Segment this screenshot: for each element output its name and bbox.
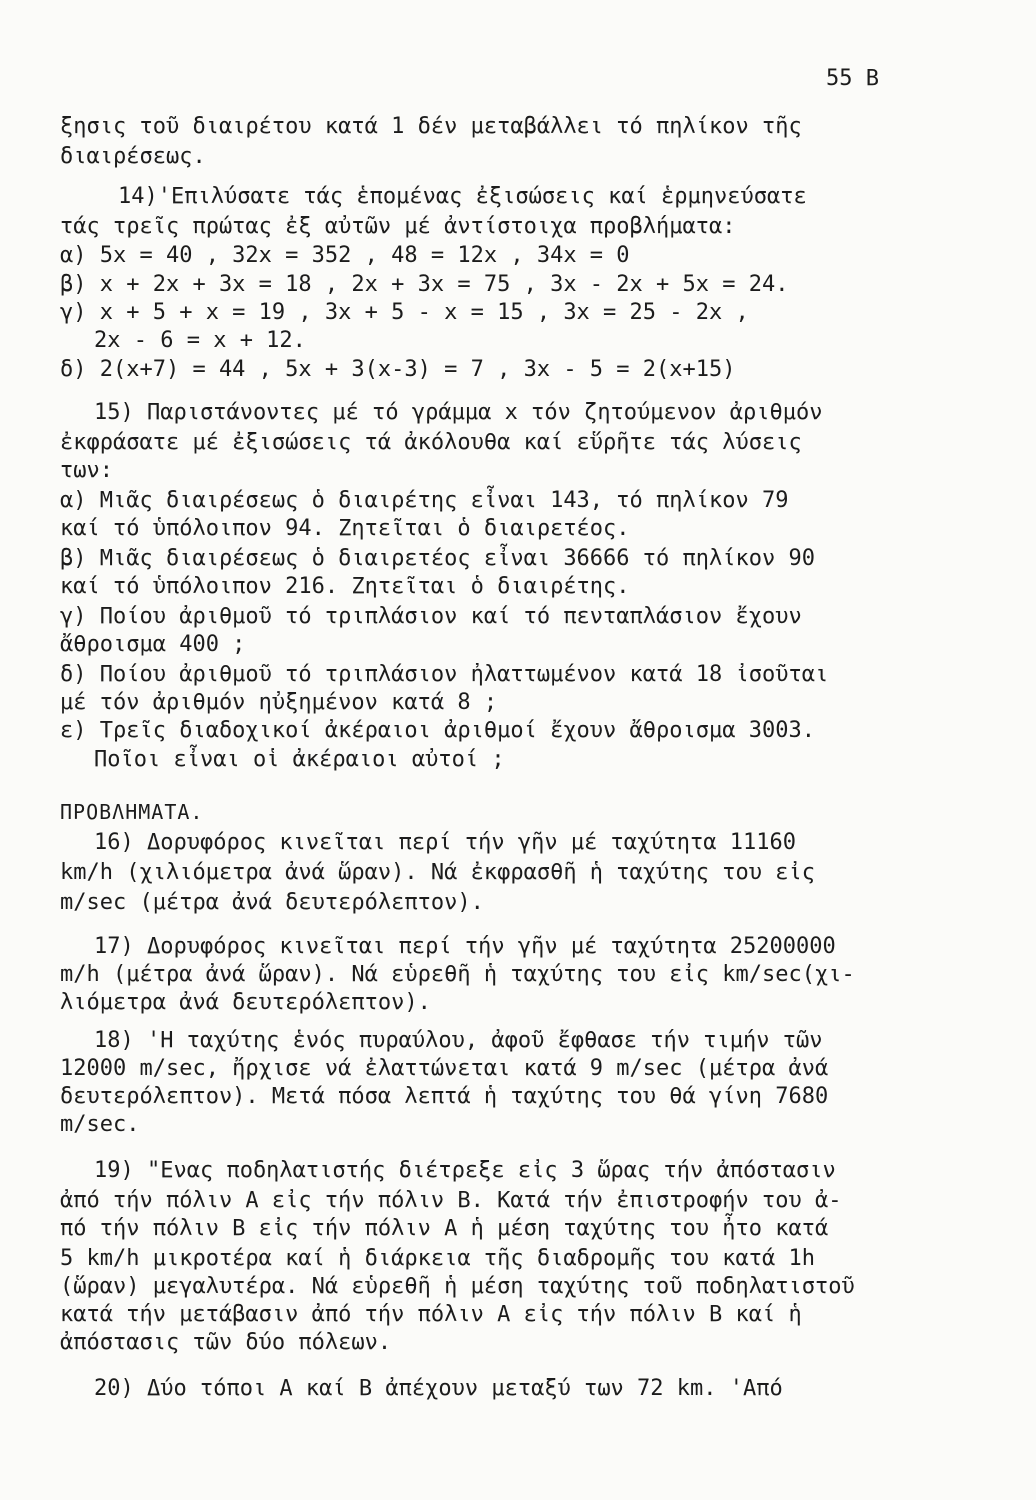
- problem-16-line: 16) Δορυφόρος κινεῖται περί τήν γῆν μέ ταχύτητα 11160: [94, 830, 796, 855]
- text-line: καί τό ὑπόλοιπον 216. Ζητεῖται ὁ διαιρέτης.: [60, 574, 630, 599]
- text-line: διαιρέσεως.: [60, 144, 206, 169]
- equation-line: 2x - 6 = x + 12.: [94, 328, 306, 353]
- text-line: καί τό ὑπόλοιπον 94. Ζητεῖται ὁ διαιρετέος.: [60, 516, 630, 541]
- problem-18-line: 18) 'Η ταχύτης ἑνός πυραύλου, ἀφοῦ ἔφθασε τήν τιμήν τῶν: [94, 1028, 823, 1053]
- section-heading: ΠΡΟΒΛΗΜΑΤΑ.: [60, 800, 204, 824]
- text-line: ἀπό τήν πόλιν Α εἰς τήν πόλιν Β. Κατά τήν ἐπιστροφήν του ἀ-: [60, 1188, 842, 1213]
- text-line: Ποῖοι εἶναι οἱ ἀκέραιοι αὐτοί ;: [94, 747, 505, 772]
- text-line: πό τήν πόλιν Β εἰς τήν πόλιν Α ἡ μέση ταχύτης του ἦτο κατά: [60, 1216, 829, 1241]
- problem-20-line: 20) Δύο τόποι Α καί Β ἀπέχουν μεταξύ των 72 km. 'Από: [94, 1376, 783, 1401]
- text-line: α) Μιᾶς διαιρέσεως ὁ διαιρέτης εἶναι 143, τό πηλίκον 79: [60, 488, 789, 513]
- equation-line: γ) x + 5 + x = 19 , 3x + 5 - x = 15 , 3x = 25 - 2x ,: [60, 300, 749, 325]
- text-line: (ὥραν) μεγαλυτέρα. Νά εὑρεθῆ ἡ μέση ταχύτης τοῦ ποδηλατιστοῦ: [60, 1274, 855, 1299]
- text-line: λιόμετρα ἀνά δευτερόλεπτον).: [60, 990, 431, 1015]
- exercise-14-line: 14)'Επιλύσατε τάς ἑπομένας ἐξισώσεις καί ἑρμηνεύσατε: [118, 184, 807, 209]
- exercise-15-line: 15) Παριστάνοντες μέ τό γράμμα x τόν ζητούμενον ἀριθμόν: [94, 400, 823, 425]
- text-line: 5 km/h μικροτέρα καί ἡ διάρκεια τῆς διαδρομῆς του κατά 1h: [60, 1246, 815, 1271]
- text-line: ἀπόστασις τῶν δύο πόλεων.: [60, 1330, 392, 1355]
- text-line: γ) Ποίου ἀριθμοῦ τό τριπλάσιον καί τό πενταπλάσιον ἔχουν: [60, 604, 802, 629]
- text-line: ξησις τοῦ διαιρέτου κατά 1 δέν μεταβάλλει τό πηλίκον τῆς: [60, 114, 802, 139]
- problem-19-line: 19) "Ενας ποδηλατιστής διέτρεξε εἰς 3 ὥρας τήν ἀπόστασιν: [94, 1158, 836, 1183]
- page-number: 55 Β: [826, 66, 879, 91]
- text-line: μέ τόν ἀριθμόν ηὐξημένον κατά 8 ;: [60, 690, 498, 715]
- text-line: m/h (μέτρα ἀνά ὥραν). Νά εὑρεθῆ ἡ ταχύτης του εἰς km/sec(χι-: [60, 962, 855, 987]
- equation-line: α) 5x = 40 , 32x = 352 , 48 = 12x , 34x = 0: [60, 243, 630, 268]
- text-line: ε) Τρεῖς διαδοχικοί ἀκέραιοι ἀριθμοί ἔχουν ἄθροισμα 3003.: [60, 718, 815, 743]
- text-line: των:: [60, 458, 113, 483]
- text-line: δευτερόλεπτον). Μετά πόσα λεπτά ἡ ταχύτης του θά γίνη 7680: [60, 1084, 829, 1109]
- text-line: κατά τήν μετάβασιν ἀπό τήν πόλιν Α εἰς τήν πόλιν Β καί ἡ: [60, 1302, 802, 1327]
- text-line: m/sec (μέτρα ἀνά δευτερόλεπτον).: [60, 890, 484, 915]
- text-line: ἄθροισμα 400 ;: [60, 632, 246, 657]
- text-line: km/h (χιλιόμετρα ἀνά ὥραν). Νά ἐκφρασθῆ ἡ ταχύτης του εἰς: [60, 860, 815, 885]
- text-line: δ) Ποίου ἀριθμοῦ τό τριπλάσιον ἠλαττωμένον κατά 18 ἰσοῦται: [60, 662, 829, 687]
- text-line: m/sec.: [60, 1112, 140, 1137]
- text-line: ἐκφράσατε μέ ἐξισώσεις τά ἀκόλουθα καί εὕρῆτε τάς λύσεις: [60, 430, 802, 455]
- text-line: 12000 m/sec, ἤρχισε νά ἐλαττώνεται κατά 9 m/sec (μέτρα ἀνά: [60, 1056, 829, 1081]
- problem-17-line: 17) Δορυφόρος κινεῖται περί τήν γῆν μέ ταχύτητα 25200000: [94, 934, 836, 959]
- equation-line: β) x + 2x + 3x = 18 , 2x + 3x = 75 , 3x - 2x + 5x = 24.: [60, 272, 789, 297]
- text-line: β) Μιᾶς διαιρέσεως ὁ διαιρετέος εἶναι 36666 τό πηλίκον 90: [60, 546, 815, 571]
- text-line: τάς τρεῖς πρώτας ἐξ αὐτῶν μέ ἀντίστοιχα προβλήματα:: [60, 214, 736, 239]
- equation-line: δ) 2(x+7) = 44 , 5x + 3(x-3) = 7 , 3x - 5 = 2(x+15): [60, 357, 736, 382]
